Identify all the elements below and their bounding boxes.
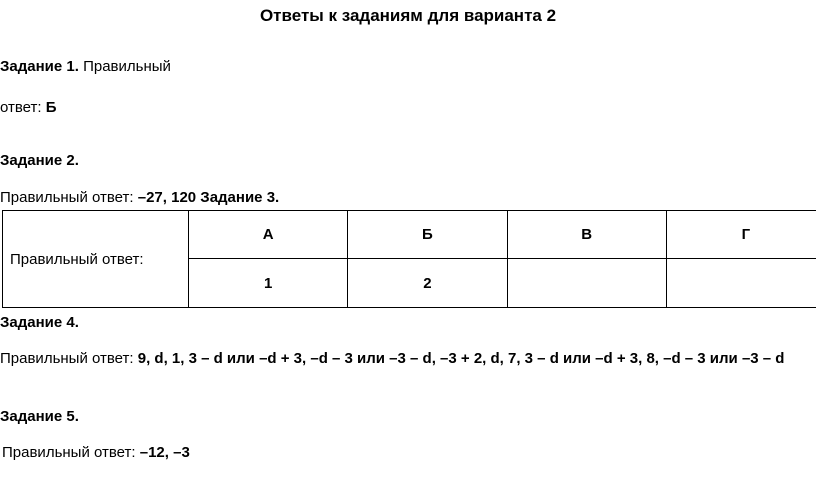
task1-label-part1: Правильный xyxy=(83,58,171,75)
task3-answer-table xyxy=(2,210,816,308)
task2-answer: –27, 120 xyxy=(137,189,197,206)
table-header-row xyxy=(3,211,816,259)
table-cell-value xyxy=(507,259,666,308)
task2-label: Правильный ответ: xyxy=(0,189,134,206)
task2-heading: Задание 2. xyxy=(0,152,79,169)
task1-label-part2: ответ: xyxy=(0,99,42,116)
table-col-header: Г xyxy=(666,211,816,259)
table-cell-value: 1 xyxy=(189,259,348,308)
task5-answer: –12, –3 xyxy=(139,444,190,461)
task4-label: Правильный ответ: xyxy=(0,350,134,367)
table-cell-value xyxy=(666,259,816,308)
table-col-header: А xyxy=(189,211,348,259)
table-col-header: Б xyxy=(348,211,507,259)
task5-line xyxy=(2,445,190,460)
task4-line xyxy=(0,351,784,366)
task1-line1 xyxy=(0,59,171,74)
task4-heading: Задание 4. xyxy=(0,314,79,331)
table-cell-value: 2 xyxy=(348,259,507,308)
task1-line2 xyxy=(0,100,57,115)
page-title: Ответы к заданиям для варианта 2 xyxy=(259,6,557,25)
table-col-header: В xyxy=(507,211,666,259)
task1-answer: Б xyxy=(45,99,57,116)
task5-heading: Задание 5. xyxy=(0,408,79,425)
task3-heading: Задание 3. xyxy=(200,189,280,206)
table-row-label: Правильный ответ: xyxy=(3,211,189,308)
task1-heading: Задание 1. xyxy=(0,58,79,75)
task2-line xyxy=(0,190,279,205)
task5-label: Правильный ответ: xyxy=(2,444,136,461)
task4-answer: 9, d, 1, 3 – d или –d + 3, –d – 3 или –3 – d, –3 + 2, d, 7, 3 – d или –d + 3, 8, –d – 3 или –3 – d xyxy=(137,350,785,367)
